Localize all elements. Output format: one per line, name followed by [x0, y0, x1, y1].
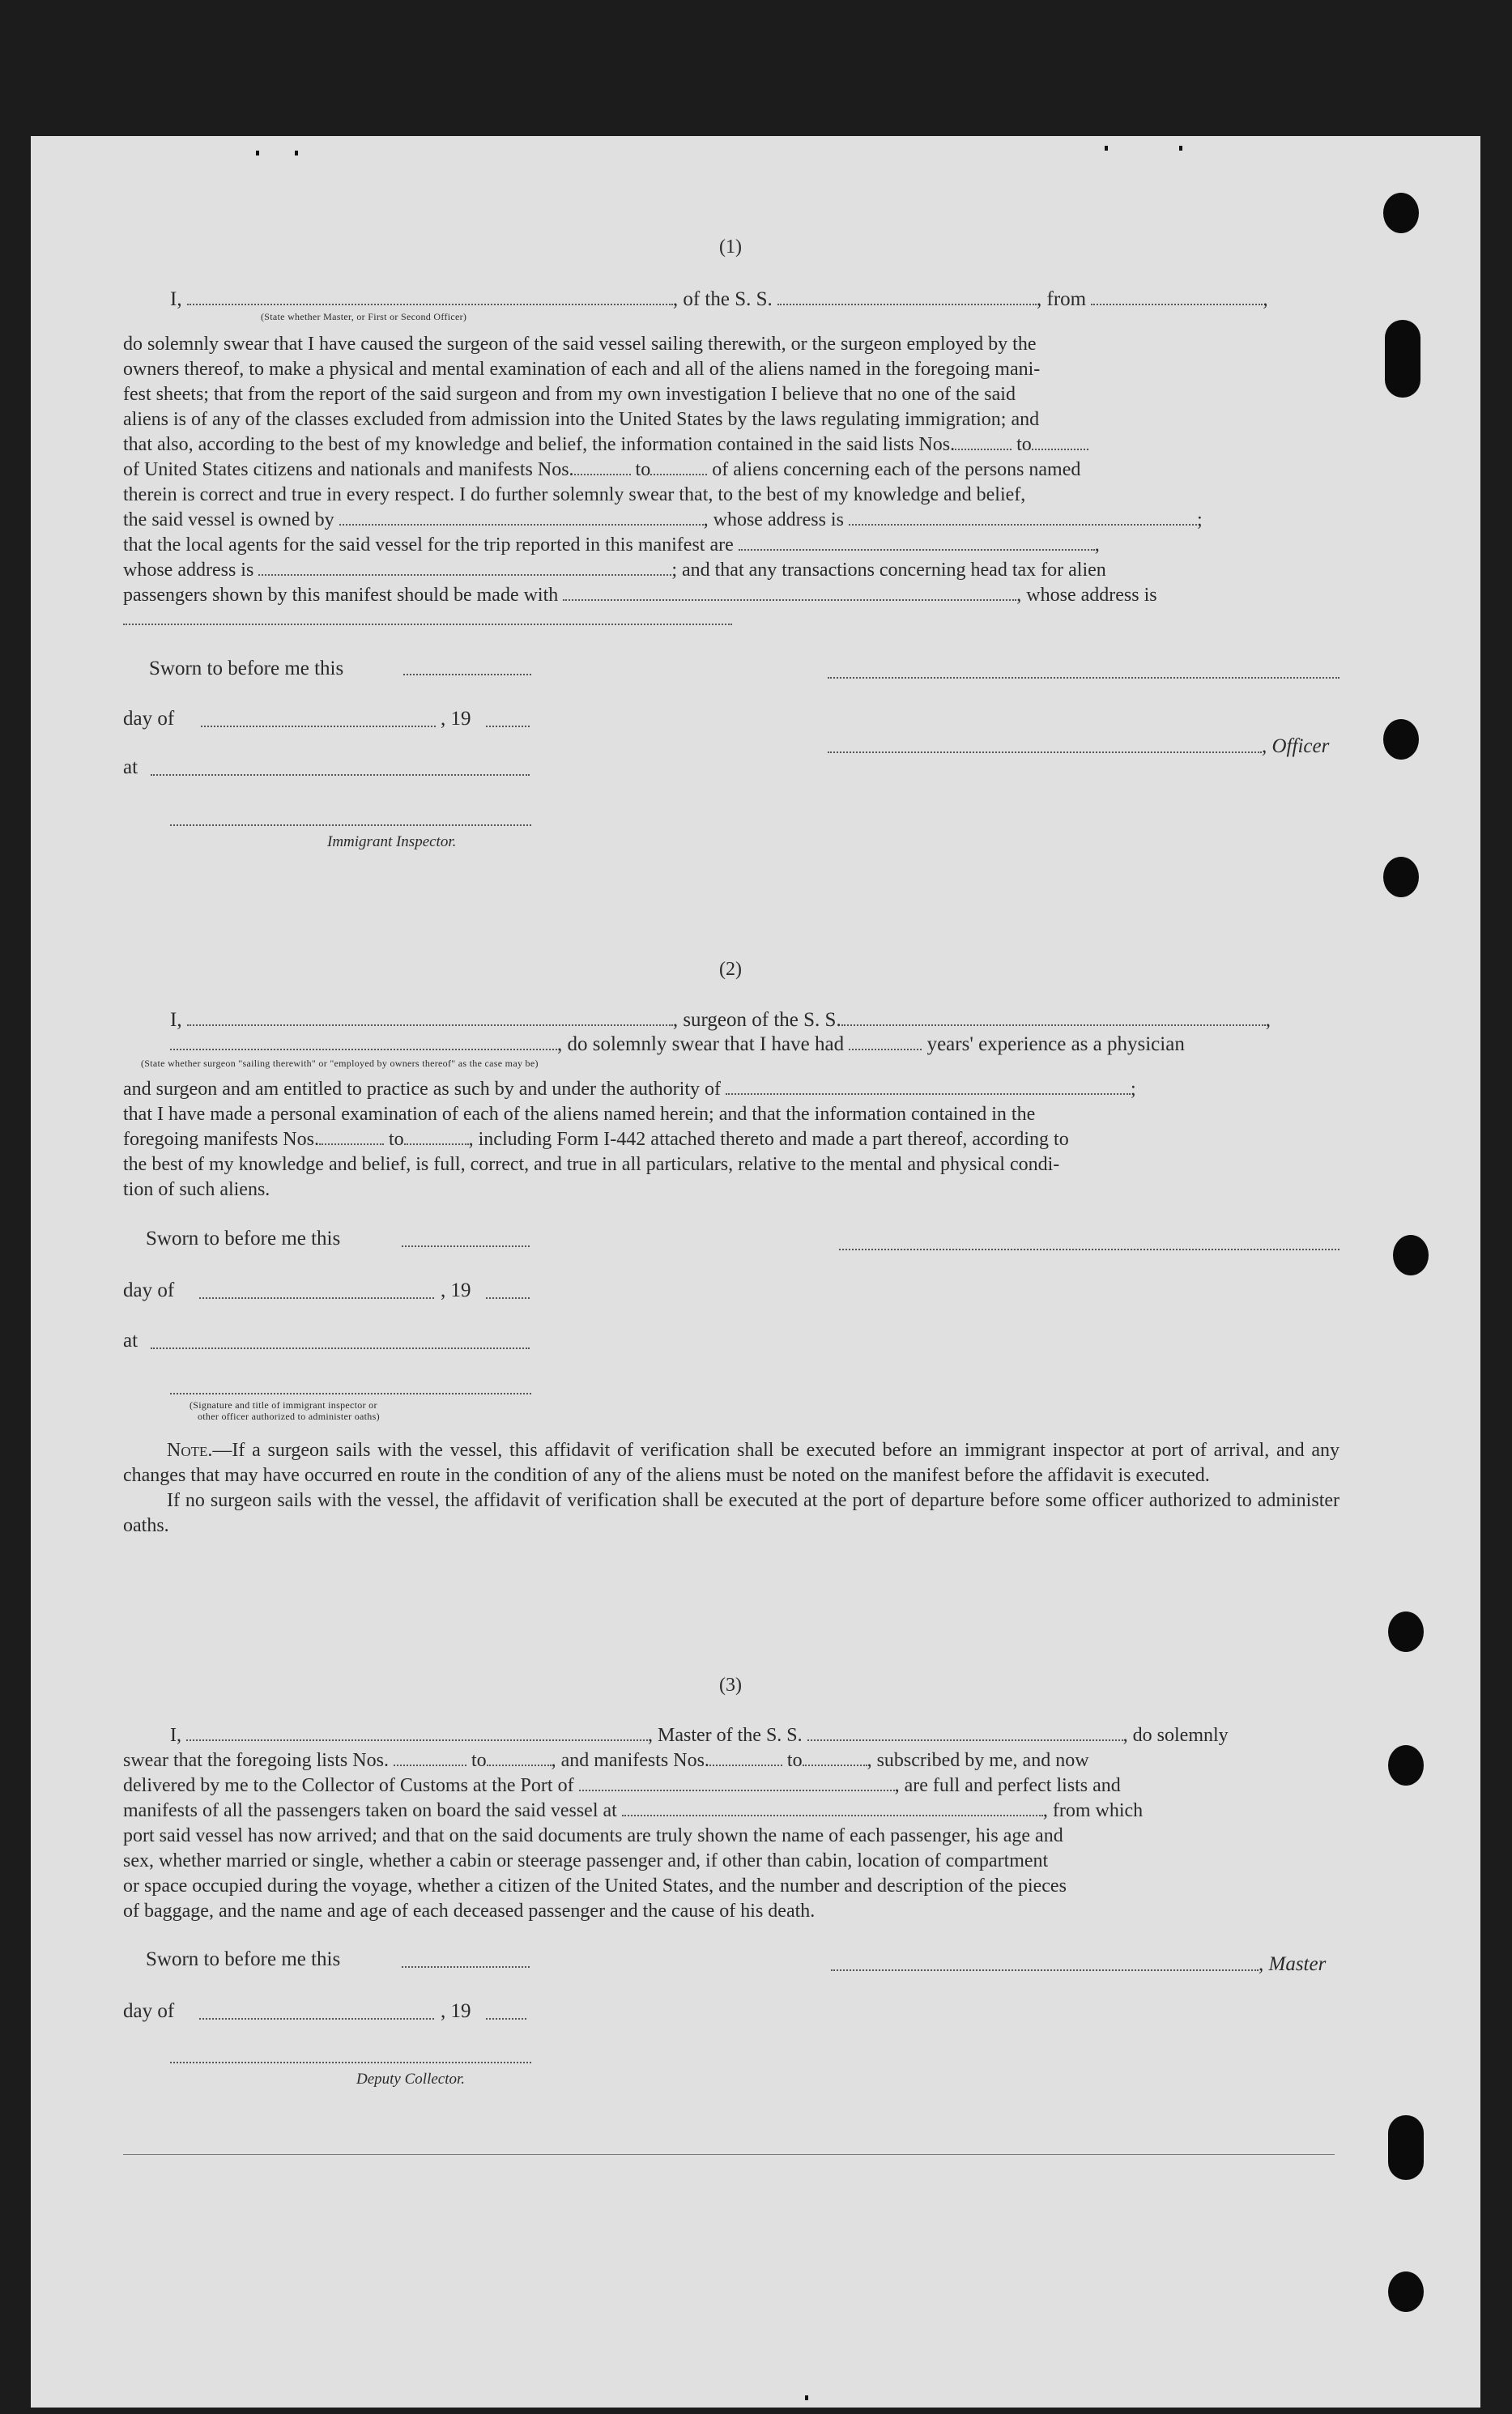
month-field[interactable] — [199, 2018, 434, 2020]
oath-text: foregoing manifests Nos. — [123, 1129, 319, 1150]
head-tax-field[interactable] — [563, 583, 1016, 601]
ship-name-field[interactable] — [777, 287, 1037, 305]
oath-text: of United States citizens and nationals and manifests Nos. — [123, 459, 574, 480]
oath-line — [123, 458, 1340, 483]
comma: , — [1265, 1009, 1271, 1031]
section1-line1 — [170, 287, 1340, 312]
from-port-field[interactable] — [1091, 287, 1263, 305]
oath-text: ; — [1131, 1079, 1136, 1100]
sworn-day-field[interactable] — [402, 1966, 530, 1968]
inspector-signature-field[interactable] — [170, 824, 531, 826]
owner-address-field[interactable] — [849, 508, 1197, 526]
lists-to-field[interactable] — [487, 1748, 552, 1766]
officer-signature-field[interactable] — [828, 677, 1340, 679]
section2-heading: (2) — [719, 959, 742, 980]
sworn-label: Sworn to before me this — [149, 658, 344, 679]
oath-text: swear that the foregoing lists Nos. — [123, 1750, 389, 1771]
day-of-label: day of — [123, 2000, 175, 2022]
lists-from-field[interactable] — [394, 1748, 466, 1766]
oath-text: and surgeon and am entitled to practice as such by and under the authority of — [123, 1079, 721, 1100]
years-label: years' experience as a physician — [926, 1033, 1185, 1055]
embarkation-port-field[interactable] — [622, 1799, 1043, 1816]
oath-text: whose address is — [123, 560, 254, 581]
oath-text: , subscribed by me, and now — [867, 1750, 1089, 1771]
manifests-to-field[interactable] — [650, 458, 707, 475]
deputy-signature-field[interactable] — [170, 2062, 531, 2063]
oath-line — [123, 1773, 1340, 1799]
section1-oath-text — [123, 332, 1340, 608]
year-label: , 19 — [441, 1279, 471, 1301]
section3-oath-text — [123, 1723, 1340, 1924]
oath-text: , whose address is — [703, 509, 844, 530]
manifests-to-field[interactable] — [803, 1748, 867, 1766]
punch-hole — [1388, 2271, 1424, 2312]
punch-hole — [1383, 193, 1419, 233]
oath-line — [123, 508, 1340, 533]
lists-to-field[interactable] — [1032, 432, 1088, 450]
master-signature-field[interactable] — [831, 1969, 1259, 1971]
oath-line: aliens is of any of the classes excluded from admission into the United States by the laws regulating immigration; and — [123, 409, 1040, 430]
oath-text: that also, according to the best of my knowledge and belief, the information contained in the said lists Nos. — [123, 434, 956, 455]
section2-oath-text — [123, 1077, 1340, 1203]
sworn-label: Sworn to before me this — [146, 1228, 341, 1250]
punch-hole — [1393, 1235, 1429, 1275]
address-continuation-line[interactable] — [123, 624, 732, 625]
of-ss-label: , of the S. S. — [672, 288, 773, 310]
oath-text: , from which — [1042, 1800, 1144, 1821]
oath-text: manifests of all the passengers taken on board the said vessel at — [123, 1800, 617, 1821]
oath-line: therein is correct and true in every respect. I do further solemnly swear that, to the best of my knowledge and belief, — [123, 484, 1026, 505]
officer-title-caption: (State whether Master, or First or Second Officer) — [261, 311, 467, 322]
punch-hole — [1388, 2115, 1424, 2180]
oath-text: , do solemnly — [1122, 1725, 1229, 1746]
years-experience-field[interactable] — [849, 1032, 922, 1050]
oath-text: that the local agents for the said vessel for the trip reported in this manifest are — [123, 534, 734, 556]
at-label: at — [123, 756, 138, 778]
agents-address-field[interactable] — [258, 558, 671, 576]
oath-line: tion of such aliens. — [123, 1179, 270, 1200]
master-ship-field[interactable] — [807, 1723, 1123, 1741]
local-agents-field[interactable] — [739, 533, 1095, 551]
punch-hole — [1383, 719, 1419, 760]
sworn-day-field[interactable] — [402, 1245, 530, 1247]
port-field[interactable] — [579, 1773, 895, 1791]
oath-line: port said vessel has now arrived; and that on the said documents are truly shown the name of each passenger, his age and — [123, 1825, 1063, 1846]
manifests-from-field[interactable] — [709, 1748, 782, 1766]
swear-label: , do solemnly swear that I have had — [557, 1033, 845, 1055]
day-of-label: day of — [123, 1279, 175, 1301]
oath-line: of baggage, and the name and age of each deceased passenger and the cause of his death. — [123, 1901, 816, 1922]
oath-text: , are full and perfect lists and — [894, 1775, 1121, 1796]
oath-text: , — [1094, 534, 1100, 556]
authority-field[interactable] — [726, 1077, 1131, 1095]
oath-text: ; — [1196, 509, 1203, 530]
inspector-signature-field[interactable] — [839, 1249, 1340, 1250]
surgeon-status-field[interactable] — [170, 1032, 557, 1050]
section3-heading: (3) — [719, 1675, 742, 1696]
scan-speck — [1179, 146, 1182, 151]
note-label: Note. — [167, 1440, 213, 1461]
signature-caption: other officer authorized to administer oaths) — [198, 1411, 380, 1422]
pronoun-i: I, — [170, 288, 182, 310]
surgeon-ship-field[interactable] — [841, 1008, 1266, 1026]
at-place-field[interactable] — [151, 774, 530, 776]
to-label: to — [471, 1750, 487, 1771]
inspector-label: Immigrant Inspector. — [327, 833, 457, 850]
oath-line: or space occupied during the voyage, whether a citizen of the United States, and the number and description of the pieces — [123, 1875, 1067, 1897]
oath-line: that I have made a personal examination of each of the aliens named herein; and that the information contained in the — [123, 1104, 1036, 1125]
to-label: to — [1016, 434, 1032, 455]
note-paragraph: If no surgeon sails with the vessel, the affidavit of verification shall be executed at the port of departure before some officer authorized to administer oaths. — [123, 1490, 1340, 1536]
scan-speck — [1105, 146, 1108, 151]
scan-speck — [805, 2395, 808, 2400]
section1-heading: (1) — [719, 236, 742, 258]
to-label: to — [388, 1129, 404, 1150]
scan-speck — [256, 151, 259, 155]
signature-caption: (Signature and title of immigrant inspector or — [190, 1399, 377, 1411]
section2-line2 — [170, 1032, 1340, 1057]
surgeon-status-caption: (State whether surgeon "sailing therewith" or "employed by owners thereof" as the case may be) — [141, 1058, 539, 1069]
day-of-label: day of — [123, 708, 175, 730]
pronoun-i: I, — [170, 1725, 181, 1746]
oath-line — [123, 1748, 1340, 1773]
punch-hole — [1385, 320, 1420, 398]
comma: , — [1263, 288, 1268, 310]
from-label: , from — [1037, 288, 1087, 310]
punch-hole — [1383, 857, 1419, 897]
to-label: to — [786, 1750, 803, 1771]
owner-field[interactable] — [339, 508, 704, 526]
oath-text: , and manifests Nos. — [551, 1750, 709, 1771]
year-field[interactable] — [486, 1297, 530, 1299]
oath-line — [123, 533, 1340, 558]
oath-line — [123, 1077, 1340, 1102]
officer-label: , Officer — [1262, 735, 1330, 757]
oath-line: the best of my knowledge and belief, is full, correct, and true in all particulars, relative to the mental and physical condi- — [123, 1154, 1060, 1175]
to-label: to — [635, 459, 651, 480]
manifests-from-field[interactable] — [574, 458, 631, 475]
oath-line — [123, 558, 1340, 583]
at-place-field[interactable] — [151, 1347, 530, 1349]
lists-from-field[interactable] — [955, 432, 1012, 450]
note-paragraph — [123, 1438, 1340, 1488]
bottom-rule — [123, 2154, 1335, 2155]
master-name-field[interactable] — [186, 1723, 648, 1741]
month-field[interactable] — [199, 1297, 434, 1299]
oath-text: ; and that any transactions concerning head tax for alien — [671, 560, 1106, 581]
punch-hole — [1388, 1745, 1424, 1786]
oath-line — [123, 583, 1340, 608]
oath-line — [123, 1799, 1340, 1824]
pronoun-i: I, — [170, 1009, 182, 1031]
oath-text: delivered by me to the Collector of Customs at the Port of — [123, 1775, 574, 1796]
section2-line1 — [170, 1007, 1340, 1032]
sworn-label: Sworn to before me this — [146, 1948, 341, 1970]
year-label: , 19 — [441, 708, 471, 730]
deputy-label: Deputy Collector. — [356, 2071, 466, 2088]
officer-title-field[interactable] — [187, 287, 673, 305]
oath-text: , whose address is — [1016, 585, 1157, 606]
manifests-from-field[interactable] — [319, 1127, 384, 1145]
sworn-day-field[interactable] — [403, 674, 531, 675]
oath-line — [123, 1127, 1340, 1152]
oath-line — [123, 432, 1340, 458]
oath-text: of aliens concerning each of the persons named — [712, 459, 1081, 480]
at-label: at — [123, 1330, 138, 1352]
year-label: , 19 — [441, 2000, 471, 2022]
signature-field[interactable] — [170, 1393, 531, 1394]
oath-line: sex, whether married or single, whether a cabin or steerage passenger and, if other than cabin, location of compartment — [123, 1850, 1049, 1871]
master-label: , Master — [1259, 1953, 1327, 1975]
month-field[interactable] — [201, 726, 436, 727]
oath-line: fest sheets; that from the report of the said surgeon and from my own investigation I believe that no one of the said — [123, 384, 1016, 405]
year-field[interactable] — [486, 726, 530, 727]
oath-line: do solemnly swear that I have caused the surgeon of the said vessel sailing therewith, or the surgeon employed by the — [123, 334, 1037, 355]
surgeon-name-field[interactable] — [187, 1008, 673, 1026]
oath-text: the said vessel is owned by — [123, 509, 334, 530]
oath-text: passengers shown by this manifest should be made with — [123, 585, 559, 606]
scan-speck — [295, 151, 298, 155]
oath-line: owners thereof, to make a physical and mental examination of each and all of the aliens named in the foregoing mani- — [123, 359, 1041, 380]
oath-text: , Master of the S. S. — [648, 1725, 803, 1746]
punch-hole — [1388, 1611, 1424, 1652]
manifests-to-field[interactable] — [404, 1127, 469, 1145]
year-field[interactable] — [486, 2018, 526, 2020]
officer-name-field[interactable] — [828, 751, 1262, 753]
surgeon-label: , surgeon of the S. S. — [672, 1009, 841, 1031]
section2-note — [123, 1438, 1340, 1539]
oath-line — [123, 1723, 1340, 1748]
note-text: —If a surgeon sails with the vessel, this affidavit of verification shall be executed before an immigrant inspector at port of arrival, and any changes that may have occurred en route in the condition of any of the aliens must be noted on the manifest before the affidavit is executed. — [123, 1440, 1340, 1486]
oath-text: , including Form I-442 attached thereto and made a part thereof, according to — [468, 1129, 1069, 1150]
